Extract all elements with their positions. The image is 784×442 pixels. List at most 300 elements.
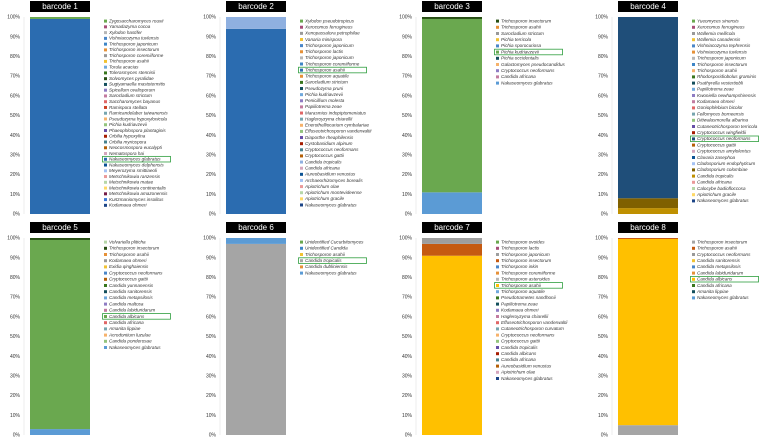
legend-swatch (104, 123, 107, 126)
legend-label: Trichosporon japonicum (305, 42, 354, 48)
legend-label: Sarocladium strictum (501, 30, 544, 36)
y-tick-label: 50% (597, 113, 608, 120)
legend-label: Candida tropicalis (305, 159, 342, 165)
legend-label: Wallemia mellicola (697, 30, 735, 36)
y-tick-label: 10% (597, 412, 608, 419)
legend-swatch (496, 290, 499, 293)
legend-label: Apiotrichum gracile (697, 192, 737, 197)
legend-swatch (692, 265, 695, 268)
legend-label: Nematospora hai (109, 150, 144, 156)
y-tick-label: 60% (401, 314, 412, 321)
legend-swatch (692, 272, 695, 275)
legend-swatch (692, 241, 695, 244)
y-tick-label: 10% (205, 191, 216, 198)
legend-label: Cladosporium endophyticum (697, 161, 756, 166)
legend-swatch (496, 44, 499, 47)
legend-swatch (692, 131, 695, 134)
legend-swatch (692, 187, 695, 190)
legend-swatch (104, 117, 107, 120)
legend-swatch (104, 296, 107, 299)
chart-title: barcode 7 (422, 222, 482, 233)
y-tick-label: 20% (9, 172, 20, 179)
legend-swatch (300, 105, 303, 108)
legend-label: Trichosporon asahii (697, 68, 737, 73)
legend-swatch (692, 63, 695, 66)
chart-panel-6 (196, 221, 392, 442)
legend-label: Cystobasidium alpinum (305, 140, 353, 146)
legend-label: Rhodosporidiobolus graminis (697, 74, 757, 80)
legend-label: Nakaseomyces glabratus (305, 202, 357, 208)
legend-swatch (692, 20, 695, 23)
legend-label: Wallemia canadensis (697, 37, 741, 42)
legend-swatch (496, 371, 499, 374)
legend-label: Trichosporon asahii (109, 58, 149, 64)
legend-label: Trichosporon asahii (305, 251, 345, 257)
y-tick-label: 20% (597, 172, 608, 179)
y-tick-label: 40% (205, 132, 216, 139)
y-tick-label: 80% (597, 275, 608, 281)
legend-label: Trichosporon insectorum (697, 239, 748, 245)
legend-label: Papiliotrema zeae (501, 301, 538, 307)
legend-label: Neocosmospora eucalypti (109, 145, 162, 151)
legend-label: Exidia qinghaiensis (109, 264, 149, 270)
legend-swatch (496, 75, 499, 78)
legend-label: Cryptococcus neoformans (109, 270, 163, 276)
legend-swatch (300, 259, 303, 262)
legend-swatch (692, 125, 695, 128)
legend-label: Trichosporon lactis (305, 49, 344, 55)
legend-swatch (300, 203, 303, 206)
legend-label: Trichosporon inkin (501, 264, 539, 270)
legend-swatch (692, 156, 695, 159)
legend-swatch (300, 173, 303, 176)
legend-label: Pichia kudriavzevii (305, 91, 343, 97)
legend-swatch (692, 69, 695, 72)
legend-swatch (104, 192, 107, 195)
legend-label: Unidentified Cucurbitomyces (305, 239, 364, 245)
legend-label: Tolerasmyces stennisii (109, 70, 156, 76)
legend-swatch (692, 296, 695, 299)
legend-label: Candida tropicalis (697, 173, 734, 179)
legend-swatch (104, 31, 107, 34)
legend-label: Diaporthe rheaphilensis (305, 134, 354, 140)
legend-swatch (692, 32, 695, 35)
legend-label: Cryptococcus gattii (305, 153, 344, 159)
legend-label: Trichosporon coremiiforme (305, 61, 360, 67)
legend-swatch (300, 69, 303, 72)
legend-swatch (104, 204, 107, 207)
y-tick-label: 50% (401, 113, 412, 120)
legend-label: Kodamaea ohmeri (501, 307, 539, 313)
legend-label: Trichosporon japonicum (305, 55, 354, 61)
legend-swatch (300, 130, 303, 133)
legend-swatch (692, 290, 695, 293)
y-tick-label: 0% (404, 211, 412, 218)
legend-label: Ramicandelaber taiwanensis (109, 110, 168, 116)
legend-label: Clavaria zasephoa (697, 154, 736, 160)
legend-label: Nakaseomyces glabratus (109, 344, 161, 350)
legend-swatch (104, 340, 107, 343)
bar-segment (30, 238, 90, 240)
legend-swatch (496, 334, 499, 337)
legend-label: Candida sanitorensis (697, 258, 740, 263)
y-tick-label: 40% (597, 353, 608, 360)
legend-swatch (104, 181, 107, 184)
chart-svg (0, 0, 196, 221)
legend-label: Candida labiduridarum (697, 270, 744, 276)
y-tick-label: 100% (595, 14, 608, 21)
legend-label: Apiotrichum olae (501, 369, 536, 375)
legend-label: Cryptococcus gattii (501, 338, 540, 344)
legend-swatch (692, 82, 695, 85)
legend-label: Trichosporon asahii (501, 282, 541, 288)
y-tick-label: 10% (9, 191, 20, 198)
legend-swatch (104, 321, 107, 324)
legend-label: Pichia sporocuriosa (501, 43, 542, 49)
legend-swatch (496, 82, 499, 85)
legend-swatch (300, 87, 303, 90)
bar-segment (422, 192, 482, 214)
legend-label: Enerothelliocarium cymbalariae (305, 122, 370, 128)
legend-swatch (496, 20, 499, 23)
y-tick-label: 60% (401, 93, 412, 100)
legend-swatch (692, 119, 695, 122)
chart-title: barcode 1 (30, 1, 90, 12)
legend-swatch (692, 168, 695, 171)
bar-segment (422, 256, 482, 435)
legend-label: Cryptococcus gattii (109, 276, 148, 282)
legend-swatch (496, 296, 499, 299)
y-tick-label: 80% (597, 54, 608, 60)
legend-swatch (300, 50, 303, 53)
legend-label: Candida dubliniensis (305, 264, 348, 270)
legend-swatch (300, 179, 303, 182)
bar-segment (30, 429, 90, 435)
legend-label: Trichosporon insectorum (501, 18, 552, 24)
legend-label: Candida tropicalis (305, 258, 342, 263)
legend-swatch (692, 259, 695, 262)
legend-swatch (692, 175, 695, 178)
y-tick-label: 10% (205, 412, 216, 419)
legend-label: Trichosporon japonicum (109, 41, 158, 47)
legend-label: Trichosporon insectorum (109, 245, 160, 251)
legend-label: Cryptococcus neoformans (697, 251, 751, 257)
legend-label: Amanita lippiae (109, 326, 141, 332)
legend-label: Trichosporon ovoides (501, 239, 545, 245)
legend-swatch (104, 334, 107, 337)
y-tick-label: 80% (401, 275, 412, 281)
y-tick-label: 60% (9, 314, 20, 321)
legend-label: Candida metapsilosis (697, 264, 741, 270)
legend-label: Fellomyces borneensis (697, 111, 744, 117)
chart-svg (588, 0, 784, 221)
legend-swatch (692, 144, 695, 147)
legend-label: Yamadazyma cocoa (109, 24, 151, 30)
y-tick-label: 100% (203, 14, 216, 21)
legend-swatch (104, 129, 107, 132)
legend-label: Candida africana (501, 74, 536, 80)
legend-swatch (692, 57, 695, 60)
chart-panel-3 (392, 0, 588, 221)
legend-swatch (496, 358, 499, 361)
chart-svg (0, 221, 196, 442)
legend-swatch (104, 112, 107, 115)
legend-label: Apiotrichum gracile (305, 196, 345, 202)
y-tick-label: 30% (205, 373, 216, 380)
bar-segment (618, 425, 678, 435)
legend-swatch (104, 272, 107, 275)
bar-segment (226, 244, 286, 435)
legend-swatch (692, 162, 695, 165)
legend-label: Xenopassalora petrophilae (305, 30, 360, 36)
legend-swatch (104, 141, 107, 144)
chart-title: barcode 4 (618, 1, 678, 12)
legend-label: Amanita lippiae (697, 289, 729, 294)
chart-title: barcode 8 (618, 222, 678, 233)
legend-swatch (692, 113, 695, 116)
legend-swatch (300, 32, 303, 35)
y-tick-label: 50% (205, 334, 216, 341)
legend-label: Pseudozyma pruni (305, 85, 344, 91)
legend-swatch (692, 181, 695, 184)
legend-swatch (692, 26, 695, 29)
legend-swatch (496, 69, 499, 72)
legend-swatch (104, 315, 107, 318)
chart-svg (196, 0, 392, 221)
y-tick-label: 0% (12, 211, 20, 218)
legend-swatch (300, 63, 303, 66)
legend-label: Trichosporon asahii (501, 24, 541, 30)
legend-swatch (300, 247, 303, 250)
legend-swatch (692, 38, 695, 41)
y-tick-label: 90% (205, 255, 216, 262)
y-tick-label: 60% (597, 314, 608, 321)
legend-label: Metschnikowia continentalis (109, 185, 166, 191)
legend-swatch (496, 241, 499, 244)
y-tick-label: 40% (401, 132, 412, 139)
legend-label: Penicillium molesta (305, 98, 345, 104)
y-tick-label: 90% (401, 34, 412, 41)
legend-label: Hagleroyzyma chiarellii (305, 116, 353, 122)
y-tick-label: 20% (9, 393, 20, 400)
legend-swatch (104, 71, 107, 74)
legend-swatch (104, 77, 107, 80)
y-tick-label: 70% (9, 73, 20, 80)
legend-swatch (692, 106, 695, 109)
legend-swatch (104, 278, 107, 281)
bar-segment (618, 208, 678, 214)
chart-panel-1 (0, 0, 196, 221)
y-tick-label: 60% (597, 93, 608, 100)
legend-label: Galactomyces pseudocandidus (501, 61, 565, 67)
legend-label: Trichosporon insectorum (109, 47, 160, 53)
bar-segment (618, 17, 678, 198)
y-tick-label: 80% (205, 54, 216, 60)
chart-panel-7 (392, 221, 588, 442)
y-tick-label: 100% (399, 14, 412, 21)
legend-label: Kodamaea ohmeri (697, 99, 735, 104)
y-tick-label: 30% (597, 152, 608, 159)
chart-title: barcode 2 (226, 1, 286, 12)
legend-label: Trichosporon lactis (501, 245, 540, 251)
legend-label: Papiliotrema zeae (697, 86, 734, 92)
y-tick-label: 70% (597, 294, 608, 301)
legend-swatch (300, 38, 303, 41)
bar-segment (422, 17, 482, 19)
legend-swatch (104, 43, 107, 46)
legend-label: Candida albicans (501, 351, 537, 356)
y-tick-label: 100% (399, 235, 412, 242)
bar-segment (30, 19, 90, 214)
legend-label: Xylodon hastifer (109, 29, 142, 35)
y-tick-label: 90% (205, 34, 216, 41)
legend-swatch (104, 89, 107, 92)
legend-label: Pichia kudriavzevii (501, 49, 539, 55)
legend-swatch (692, 94, 695, 97)
legend-label: Kwoniella newhampshirensis (697, 92, 756, 98)
legend-label: Solvomyces pyralidae (109, 75, 154, 81)
y-tick-label: 100% (595, 235, 608, 242)
legend-label: Unidentified Candida (305, 245, 348, 251)
legend-label: Trichosporon asteroides (501, 276, 550, 282)
y-tick-label: 90% (9, 255, 20, 262)
legend-swatch (300, 197, 303, 200)
legend-label: Phaeophlospora plantaginis (109, 127, 166, 133)
y-tick-label: 90% (597, 34, 608, 41)
legend-label: Cryptococcus amylolentus (697, 148, 751, 154)
y-tick-label: 0% (404, 432, 412, 439)
legend-swatch (692, 44, 695, 47)
legend-label: Candida africana (697, 179, 732, 185)
y-tick-label: 100% (203, 235, 216, 242)
legend-swatch (692, 75, 695, 78)
y-tick-label: 30% (9, 152, 20, 159)
legend-label: Ramispora stellata (109, 104, 148, 110)
y-tick-label: 50% (205, 113, 216, 120)
legend-swatch (300, 81, 303, 84)
legend-swatch (300, 142, 303, 145)
legend-label: Vanaria minispora (305, 36, 342, 42)
legend-label: Psathyrella vestertiobli (697, 80, 743, 86)
legend-label: Cladosporium colombiae (697, 167, 748, 173)
y-tick-label: 10% (597, 191, 608, 198)
legend-swatch (496, 247, 499, 250)
legend-swatch (692, 253, 695, 256)
y-tick-label: 30% (205, 152, 216, 159)
legend-swatch (104, 187, 107, 190)
legend-swatch (300, 56, 303, 59)
legend-swatch (104, 60, 107, 63)
legend-label: Vishniacozyma tuvlensis (109, 35, 159, 41)
legend-swatch (692, 199, 695, 202)
legend-swatch (692, 193, 695, 196)
legend-swatch (104, 284, 107, 287)
y-tick-label: 20% (205, 172, 216, 179)
legend-swatch (104, 106, 107, 109)
bar-segment (226, 17, 286, 29)
y-tick-label: 0% (12, 432, 20, 439)
legend-swatch (104, 290, 107, 293)
legend-label: Pichia kudriavzevii (109, 122, 147, 128)
chart-svg (588, 221, 784, 442)
legend-swatch (692, 88, 695, 91)
legend-label: Zygosaccharomyces rouxii (109, 18, 164, 24)
legend-label: Trichosporon insectorum (501, 258, 552, 263)
legend-label: Kurtzmaniomyces insolitus (109, 196, 164, 202)
y-tick-label: 0% (600, 211, 608, 218)
legend-swatch (496, 327, 499, 330)
legend-swatch (104, 66, 107, 69)
bar-segment (422, 238, 482, 244)
legend-swatch (496, 352, 499, 355)
legend-swatch (300, 191, 303, 194)
legend-swatch (300, 265, 303, 268)
legend-swatch (496, 315, 499, 318)
y-tick-label: 10% (401, 412, 412, 419)
y-tick-label: 30% (597, 373, 608, 380)
legend-swatch (104, 259, 107, 262)
legend-label: Nakaseomyces glabratus (501, 80, 553, 86)
y-tick-label: 60% (9, 93, 20, 100)
legend-label: Acrodontium luzulae (109, 332, 151, 338)
legend-label: Candida africana (109, 320, 144, 325)
legend-label: Yueomyces sinensis (697, 18, 739, 24)
legend-label: Trichosporon japonicum (501, 251, 550, 257)
y-tick-label: 70% (597, 73, 608, 80)
legend-swatch (300, 253, 303, 256)
legend-swatch (300, 136, 303, 139)
legend-swatch (692, 278, 695, 281)
legend-label: Spicellum ovalisporum (109, 87, 155, 93)
legend-swatch (300, 93, 303, 96)
y-tick-label: 50% (597, 334, 608, 341)
legend-label: Kodamaea ohmeri (109, 202, 147, 208)
legend-swatch (104, 152, 107, 155)
y-tick-label: 80% (401, 54, 412, 60)
y-tick-label: 50% (9, 113, 20, 120)
legend-swatch (496, 63, 499, 66)
legend-swatch (300, 241, 303, 244)
legend-swatch (104, 83, 107, 86)
legend-swatch (496, 253, 499, 256)
chart-svg (392, 221, 588, 442)
legend-swatch (300, 124, 303, 127)
legend-swatch (692, 137, 695, 140)
legend-swatch (300, 75, 303, 78)
legend-label: Effuseotrichosporon vanderwaltii (501, 320, 568, 325)
legend-label: Archaeorhizomyces borealis (305, 177, 363, 183)
legend-swatch (496, 321, 499, 324)
y-tick-label: 60% (205, 93, 216, 100)
chart-svg (196, 221, 392, 442)
legend-swatch (104, 164, 107, 167)
legend-label: Trichosporon asahii (109, 251, 149, 257)
legend-swatch (104, 253, 107, 256)
legend-label: Apiotrichum montevideense (305, 190, 362, 196)
legend-swatch (496, 51, 499, 54)
legend-label: Candida metapsilosis (109, 295, 153, 301)
legend-label: Trichosporon aquatile (305, 73, 349, 79)
legend-label: Candida africana (697, 282, 732, 288)
legend-label: Candida africana (501, 357, 536, 363)
y-tick-label: 80% (9, 54, 20, 60)
legend-label: Pseudotrametes nandhonii (501, 295, 556, 301)
y-tick-label: 100% (7, 14, 20, 21)
legend-swatch (104, 146, 107, 149)
bar-segment (30, 240, 90, 429)
legend-label: Metschnikowia matae (109, 179, 154, 185)
legend-label: Cutaneotrichosporon terricola (697, 123, 758, 129)
